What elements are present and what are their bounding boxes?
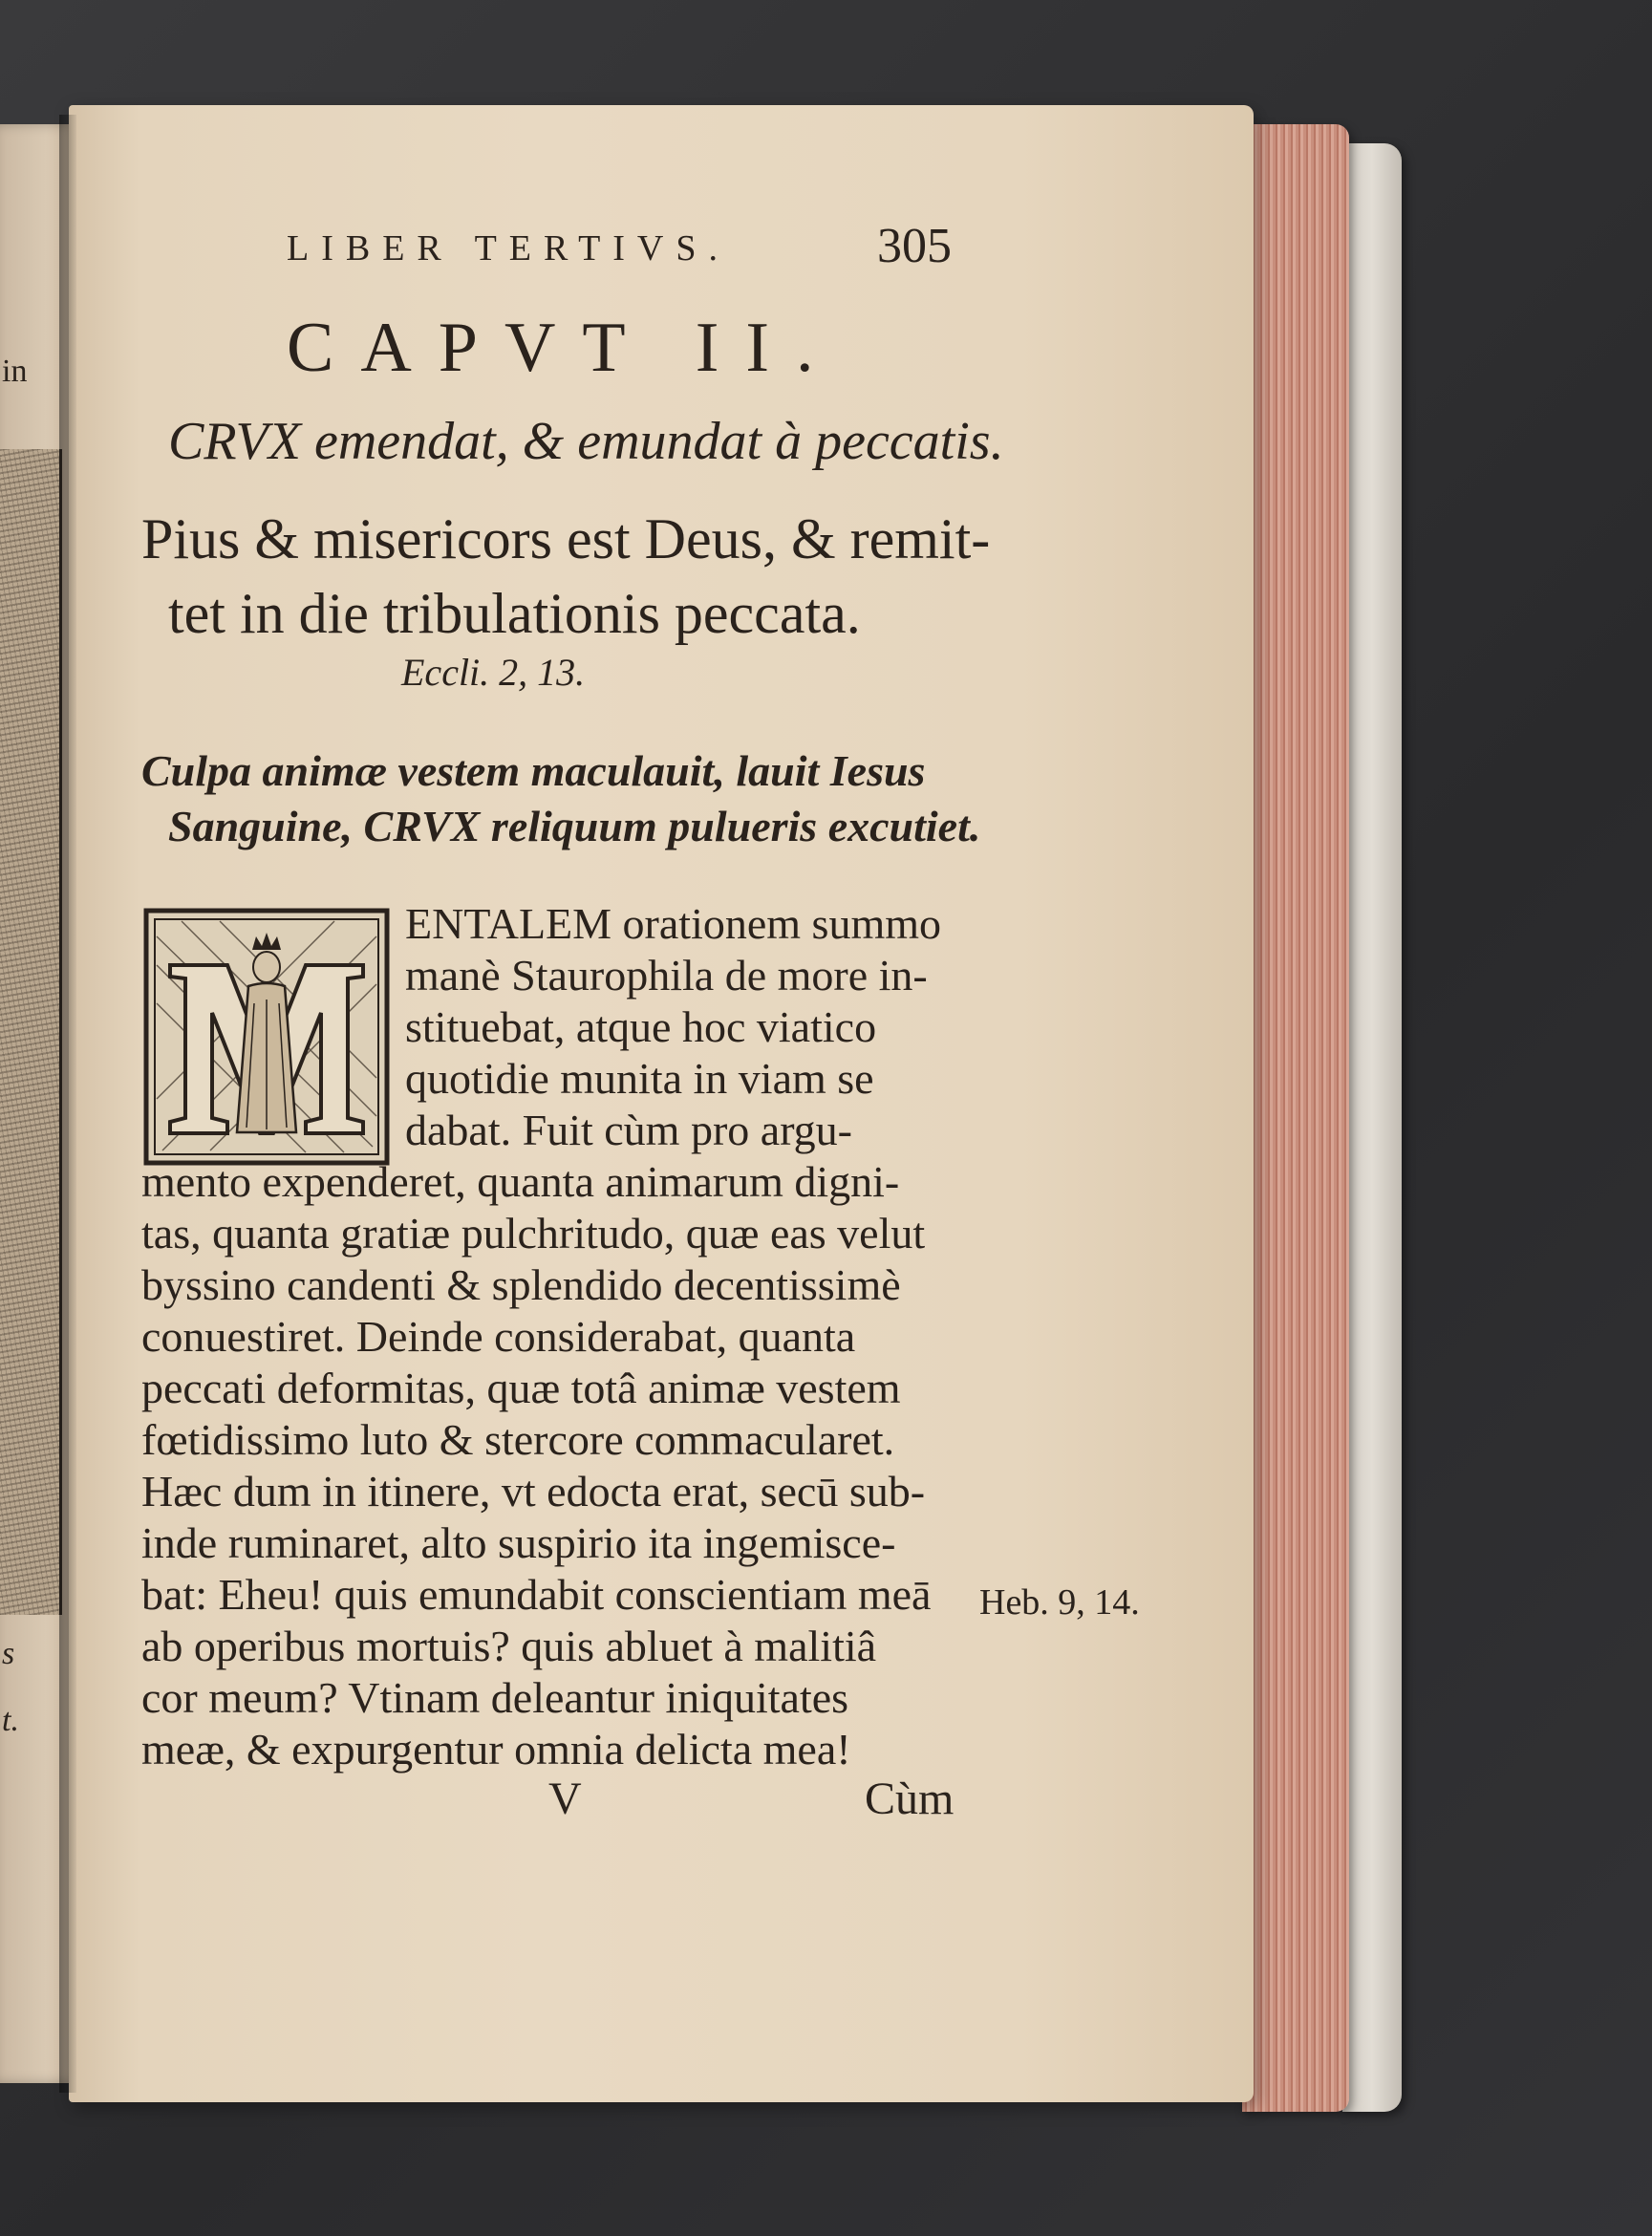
body-line: stituebat, atque hoc viatico (405, 1002, 877, 1051)
book-cover-edge (1342, 143, 1402, 2112)
running-head: LIBER TERTIVS. (287, 228, 731, 269)
signature-mark: V (548, 1774, 582, 1824)
body-line: ab operibus mortuis? quis abluet à malitiâ (141, 1622, 877, 1670)
body-line: bat: Eheu! quis emundabit conscientiam meā (141, 1570, 932, 1619)
decorated-initial-woodcut (143, 908, 390, 1166)
body-line: ENTALEM orationem summo (405, 899, 942, 948)
epigraph-line: tet in die tribulationis peccata. (168, 582, 861, 645)
verse-line: Culpa animæ vestem maculauit, lauit Iesus (141, 746, 926, 795)
left-margin-word: t. (2, 1703, 19, 1738)
decorated-initial (143, 908, 390, 1166)
left-page-engraving (0, 449, 62, 1615)
epigraph-reference: Eccli. 2, 13. (401, 651, 586, 694)
body-line: Hæc dum in itinere, vt edocta erat, secū sub- (141, 1467, 926, 1516)
book-gutter (59, 115, 76, 2093)
catchword: Cùm (865, 1774, 955, 1824)
body-line: dabat. Fuit cùm pro argu- (405, 1106, 852, 1154)
body-line: manè Staurophila de more in- (405, 951, 928, 1000)
body-line: quotidie munita in viam se (405, 1054, 874, 1103)
margin-note: Heb. 9, 14. (979, 1582, 1140, 1623)
body-line: cor meum? Vtinam deleantur iniquitates (141, 1673, 849, 1722)
body-line: byssino candenti & splendido decentissimè (141, 1260, 901, 1309)
body-line: inde ruminaret, alto suspirio ita ingemisce- (141, 1518, 896, 1567)
page-number: 305 (877, 219, 952, 273)
chapter-title: CAPVT II. (287, 309, 841, 387)
verse-line: Sanguine, CRVX reliquum pulueris excutiet. (168, 802, 981, 850)
left-margin-word: s (2, 1636, 15, 1671)
epigraph-line: Pius & misericors est Deus, & remit- (141, 507, 991, 570)
body-line: meæ, & expurgentur omnia delicta mea! (141, 1725, 851, 1774)
page-edges (1242, 124, 1349, 2112)
chapter-subtitle: CRVX emendat, & emundat à peccatis. (168, 412, 1004, 471)
left-margin-word: in (2, 354, 28, 389)
body-line: mento expenderet, quanta animarum digni- (141, 1157, 900, 1206)
body-line: conuestiret. Deinde considerabat, quanta (141, 1312, 856, 1361)
body-line: peccati deformitas, quæ totâ animæ vestem (141, 1364, 901, 1412)
body-line: tas, quanta gratiæ pulchritudo, quæ eas velut (141, 1209, 926, 1258)
body-line: fœtidissimo luto & stercore commacularet. (141, 1415, 895, 1464)
